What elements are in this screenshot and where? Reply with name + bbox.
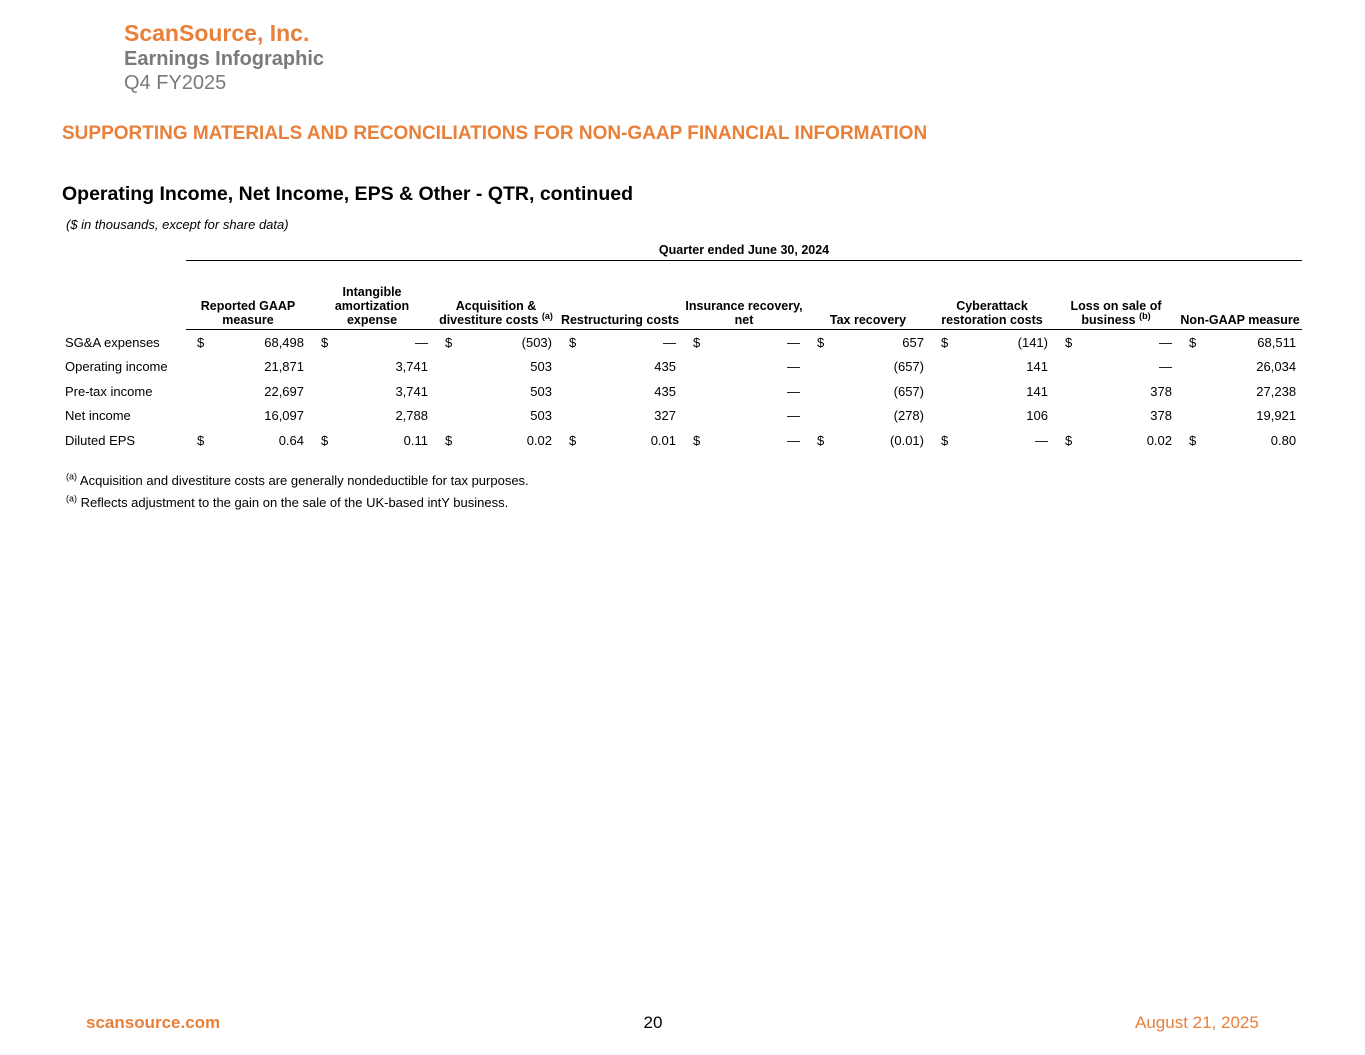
table-cell: 435 [654,383,676,399]
currency-symbol: $ [941,334,949,350]
table-cell: 3,741 [395,383,428,399]
table-cell: 0.64 [278,432,304,448]
currency-symbol [930,355,952,380]
currency-symbol [1054,379,1076,404]
table-cell: — [787,408,800,424]
column-header-8 [1054,261,1178,330]
currency-symbol [434,379,456,404]
currency-symbol [558,379,580,404]
table-cell: 503 [530,359,552,375]
column-header-7 [930,261,1054,330]
column-header-5 [682,261,806,330]
footnote-marker: (a) [66,493,77,504]
table-cell: 0.02 [526,432,552,448]
column-header-1 [186,261,310,330]
table-cell: 68,511 [1257,334,1297,350]
footnote-marker: (a) [541,310,553,321]
table-cell: 27,238 [1256,383,1297,399]
currency-symbol [806,404,828,429]
table-row [62,428,1302,453]
currency-symbol: $ [197,432,205,448]
table-cell: — [1159,334,1172,350]
column-header-2 [310,261,434,330]
currency-symbol: $ [569,432,577,448]
currency-symbol: $ [693,432,701,448]
table-cell: — [1159,359,1172,375]
period-header: Quarter ended June 30, 2024 [186,240,1302,261]
table-cell: 22,697 [264,383,304,399]
column-header-label: Cyberattack restoration costs [941,299,1043,327]
table-cell: — [787,359,800,375]
column-header-label: Non-GAAP measure [1180,313,1300,327]
table-cell: — [415,334,428,350]
currency-symbol: $ [817,432,825,448]
currency-symbol [310,404,332,429]
currency-symbol [434,355,456,380]
currency-symbol [186,355,208,380]
units-note: ($ in thousands, except for share data) [66,217,289,232]
table-cell: 141 [1026,383,1048,399]
currency-symbol: $ [817,334,825,350]
column-header-label: Loss on sale of business [1070,299,1162,327]
table-cell: (141) [1017,334,1048,350]
currency-symbol [558,355,580,380]
header [124,20,324,95]
reconciliation-table-container [62,240,1300,453]
column-header-label: Insurance recovery, net [685,299,803,327]
company-name: ScanSource, Inc. [124,20,310,46]
row-label: SG&A expenses [65,334,160,350]
currency-symbol [682,379,704,404]
table-cell: 19,921 [1256,408,1297,424]
currency-symbol [806,355,828,380]
row-label: Operating income [65,359,168,375]
currency-symbol [186,379,208,404]
document-subtitle: Earnings Infographic [124,48,325,70]
currency-symbol [1178,355,1200,380]
column-header-label: Tax recovery [829,313,907,327]
table-title: Operating Income, Net Income, EPS & Other - QTR, continued [62,183,633,205]
footer-date: August 21, 2025 [1135,1013,1259,1032]
currency-symbol [806,379,828,404]
currency-symbol: $ [569,334,577,350]
footnote-marker: (a) [66,471,77,482]
period-header-row [62,240,1302,261]
footnote-text: Reflects adjustment to the gain on the sale of the UK-based intY business. [77,495,509,510]
column-header-4 [558,261,682,330]
table-row [62,330,1302,355]
currency-symbol [434,404,456,429]
footnote [66,492,529,514]
currency-symbol: $ [693,334,701,350]
currency-symbol [1178,379,1200,404]
currency-symbol [186,404,208,429]
table-cell: 503 [530,383,552,399]
footer-website: scansource.com [86,1013,221,1032]
currency-symbol [310,355,332,380]
table-cell: 16,097 [264,408,304,424]
footnote [66,470,529,492]
table-cell: — [787,432,800,448]
table-cell: 21,871 [264,359,304,375]
table-cell: 68,498 [264,334,304,350]
table-cell: 657 [902,334,924,350]
currency-symbol: $ [445,432,453,448]
page-number: 20 [643,1013,663,1032]
reconciliation-table [62,240,1302,453]
fiscal-period: Q4 FY2025 [124,72,227,94]
table-cell: (278) [893,408,924,424]
currency-symbol: $ [1065,432,1073,448]
table-cell: 378 [1150,383,1172,399]
table-row [62,379,1302,404]
table-cell: 435 [654,359,676,375]
currency-symbol [682,355,704,380]
column-header-label: Acquisition & divestiture costs [439,299,539,327]
row-label: Pre-tax income [65,383,153,399]
column-header-3 [434,261,558,330]
table-cell: — [663,334,676,350]
currency-symbol: $ [1189,334,1197,350]
row-label: Net income [65,408,131,424]
currency-symbol [930,379,952,404]
table-cell: — [787,334,800,350]
table-cell: 141 [1026,359,1048,375]
table-cell: 327 [654,408,676,424]
currency-symbol: $ [321,334,329,350]
currency-symbol: $ [197,334,205,350]
currency-symbol: $ [321,432,329,448]
table-cell: (657) [893,359,924,375]
column-header-9 [1178,261,1302,330]
footnote-marker: (b) [1139,310,1151,321]
table-cell: 0.80 [1270,432,1297,448]
currency-symbol [558,404,580,429]
table-cell: — [1035,432,1048,448]
currency-symbol [1054,404,1076,429]
currency-symbol [682,404,704,429]
table-cell: 2,788 [395,408,428,424]
table-row [62,355,1302,380]
table-cell: (657) [893,383,924,399]
table-cell: 0.01 [650,432,676,448]
footnote-text: Acquisition and divestiture costs are generally nondeductible for tax purposes. [77,473,529,488]
table-cell: (0.01) [890,432,924,448]
table-cell: 0.11 [403,432,428,448]
table-cell: 3,741 [395,359,428,375]
currency-symbol: $ [1065,334,1073,350]
column-header-label: Restructuring costs [560,313,680,327]
currency-symbol [1178,404,1200,429]
column-header-label: Intangible amortization expense [334,285,410,327]
table-row [62,404,1302,429]
currency-symbol [1054,355,1076,380]
column-header-6 [806,261,930,330]
table-cell: — [787,383,800,399]
column-header-row [62,261,1302,330]
table-cell: 106 [1026,408,1048,424]
footnotes [66,470,529,514]
row-label: Diluted EPS [65,432,136,448]
currency-symbol [930,404,952,429]
table-cell: (503) [521,334,552,350]
table-cell: 26,034 [1256,359,1297,375]
currency-symbol: $ [445,334,453,350]
table-cell: 0.02 [1146,432,1172,448]
table-cell: 378 [1150,408,1172,424]
table-cell: 503 [530,408,552,424]
section-title: SUPPORTING MATERIALS AND RECONCILIATIONS FOR NON-GAAP FINANCIAL INFORMATION [62,123,928,144]
currency-symbol: $ [1189,432,1197,448]
column-header-label: Reported GAAP measure [200,299,296,327]
currency-symbol: $ [941,432,949,448]
currency-symbol [310,379,332,404]
